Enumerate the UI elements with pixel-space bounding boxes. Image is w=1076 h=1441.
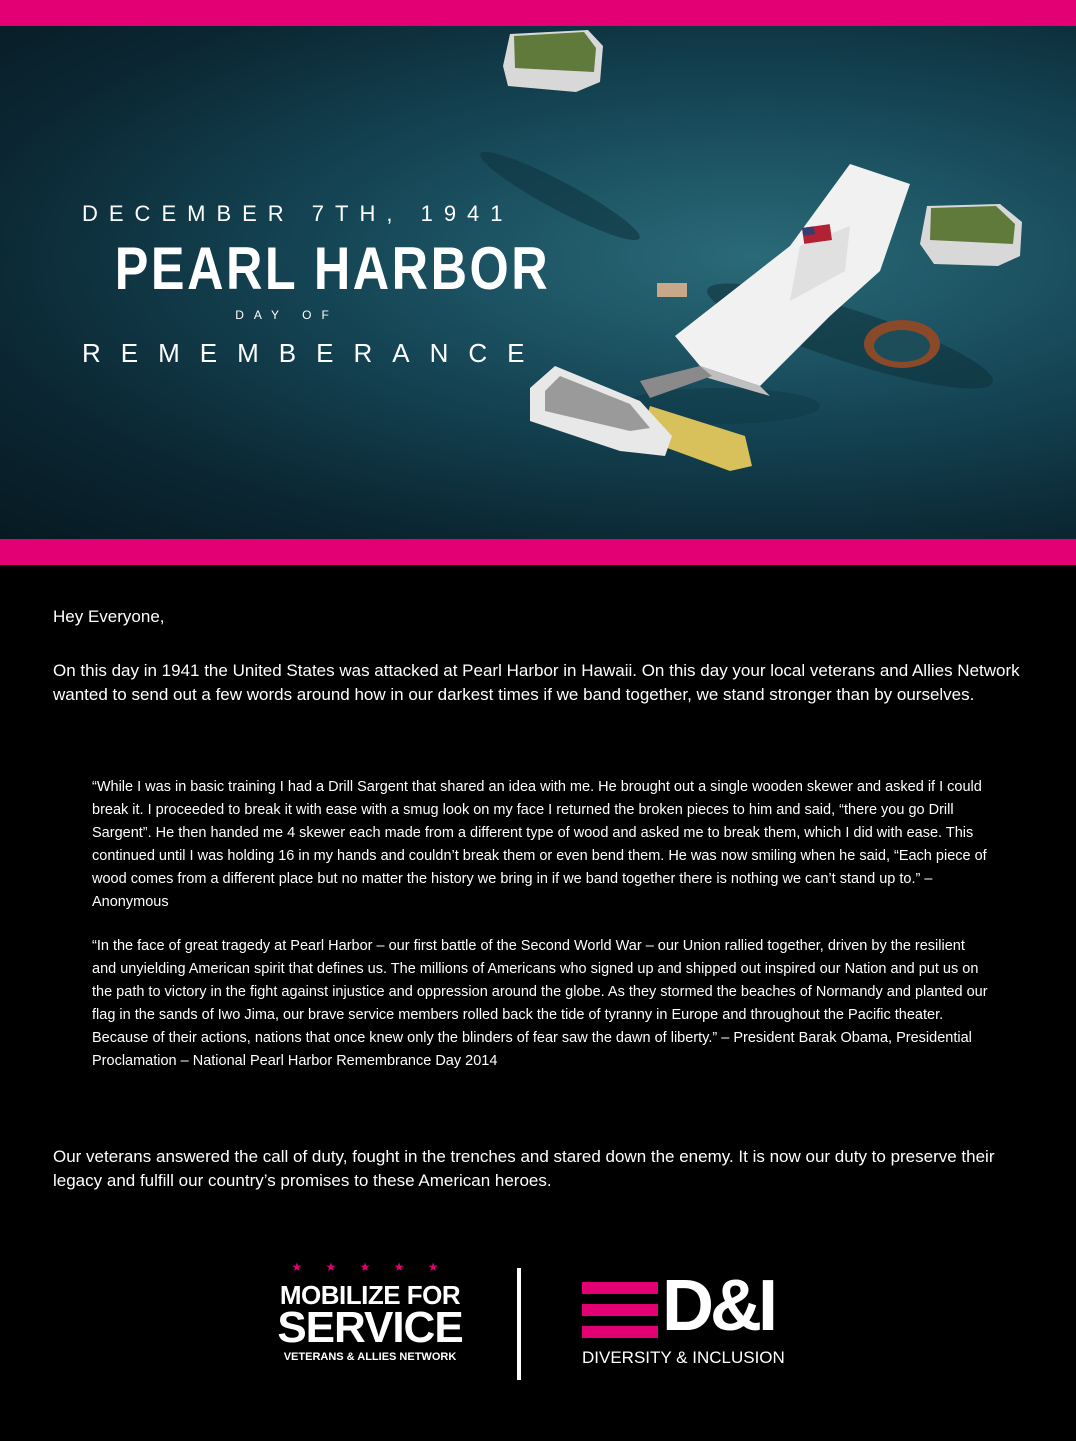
- hero-tagline: REMEMBERANCE: [82, 338, 545, 368]
- di-stripes-icon: [582, 1282, 658, 1348]
- mfs-logo-line2: SERVICE: [277, 1303, 463, 1352]
- hero-title: PEARL HARBOR: [114, 235, 551, 302]
- hero-subtitle: DAY OF: [235, 308, 339, 322]
- quote-obama: “In the face of great tragedy at Pearl Harbor – our first battle of the Second World War – our Union rallied together, driven by the resilient and unyielding American spirit that defines us. The millions of Americans who signed up and shipped out inspired our Nation and put us on the path to victory in the fight against injustice and oppression around the globe. As they stormed the beaches of Normandy and planted our flag in the sands of Iwo Jima, our brave service members rolled back the tide of tyranny in Europe and throughout the Pacific theater. Because of their actions, nations that once knew only the blinders of fear saw the dawn of liberty.” – President Barak Obama, Presidential Proclamation – National Pearl Harbor Remembrance Day 2014: [92, 938, 988, 1069]
- quote-anonymous: “While I was in basic training I had a Drill Sargent that shared an idea with me. He brought out a single wooden skewer and asked if I could break it. I proceeded to break it with ease with a smug look on my face I returned the broken pieces to him and said, “there you go Drill Sargent”. He then handed me 4 skewer each made from a different type of wood and asked me to break them, which I did with ease. This continued until I was holding 16 in my hands and couldn’t break them or even bend them. He was now smiling when he said, “Each piece of wood comes from a different place but no matter the history we bring in if we band together there is nothing we can’t stand up to.” – Anonymous: [92, 779, 987, 910]
- closing-paragraph: Our veterans answered the call of duty, fought in the trenches and stared down the enemy. It is now our duty to preserve their legacy and fulfill our country’s promises to these American heroes.: [53, 1147, 995, 1190]
- mfs-logo-line1: MOBILIZE FOR: [279, 1280, 461, 1310]
- greeting: Hey Everyone,: [53, 607, 165, 626]
- diversity-inclusion-logo: [582, 1266, 812, 1380]
- logo-divider: [517, 1268, 521, 1380]
- top-accent-bar: [0, 0, 1076, 26]
- di-logo-mark: D&I: [662, 1266, 774, 1346]
- di-logo-subtitle: DIVERSITY & INCLUSION: [582, 1348, 785, 1367]
- hero-date: DECEMBER 7TH, 1941: [82, 201, 514, 226]
- hero-banner: [0, 26, 1076, 539]
- star-icon: ★ ★ ★ ★ ★: [291, 1260, 449, 1274]
- middle-accent-bar: [0, 539, 1076, 565]
- footer-logos: [0, 1260, 1076, 1400]
- mfs-logo-line3: VETERANS & ALLIES NETWORK: [283, 1351, 457, 1363]
- intro-paragraph: On this day in 1941 the United States was attacked at Pearl Harbor in Hawaii. On this day your local veterans and Allies Network wanted to send out a few words around how in our darkest times if we band together, we stand stronger than by ourselves.: [53, 661, 1020, 704]
- mobilize-for-service-logo: [270, 1260, 470, 1363]
